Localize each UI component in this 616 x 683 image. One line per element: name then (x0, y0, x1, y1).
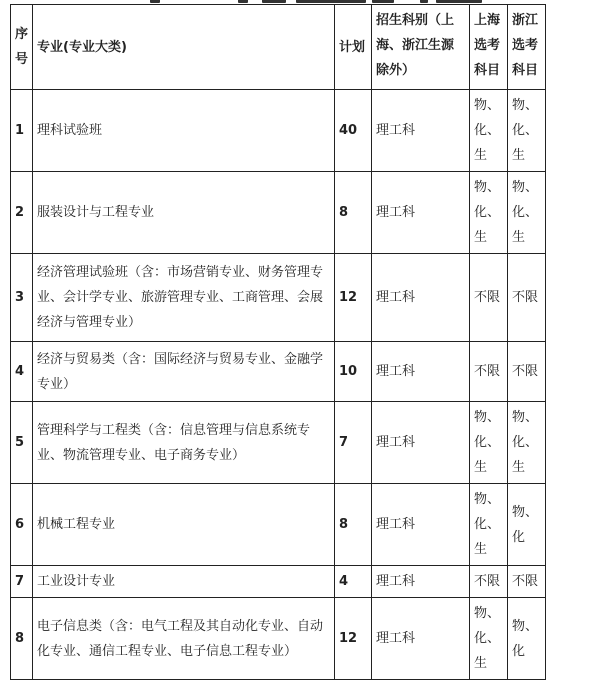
row-plan: 10 (335, 342, 372, 402)
row-index: 1 (11, 90, 33, 172)
row-category: 理工科 (372, 402, 470, 484)
row-category: 理工科 (372, 484, 470, 566)
row-major: 经济与贸易类（含：国际经济与贸易专业、金融学专业） (33, 342, 335, 402)
row-index: 6 (11, 484, 33, 566)
table-row (11, 254, 546, 342)
row-major: 机械工程专业 (33, 484, 335, 566)
row-zhejiang-subjects: 不限 (508, 342, 546, 402)
header-category: 招生科别（上海、浙江生源除外） (372, 5, 470, 90)
row-shanghai-subjects: 不限 (470, 566, 508, 598)
table-row (11, 342, 546, 402)
row-index: 4 (11, 342, 33, 402)
row-category: 理工科 (372, 598, 470, 680)
row-shanghai-subjects: 物、化、生 (470, 484, 508, 566)
row-zhejiang-subjects: 物、化、生 (508, 402, 546, 484)
row-shanghai-subjects: 不限 (470, 254, 508, 342)
header-plan: 计划 (335, 5, 372, 90)
row-major: 服装设计与工程专业 (33, 172, 335, 254)
row-index: 7 (11, 566, 33, 598)
header-index: 序号 (11, 5, 33, 90)
row-plan: 12 (335, 598, 372, 680)
header-shanghai-subjects: 上海选考科目 (470, 5, 508, 90)
row-shanghai-subjects: 物、化、生 (470, 402, 508, 484)
table-row (11, 598, 546, 680)
row-index: 5 (11, 402, 33, 484)
row-plan: 40 (335, 90, 372, 172)
row-category: 理工科 (372, 90, 470, 172)
row-plan: 8 (335, 172, 372, 254)
header-major: 专业(专业大类) (33, 5, 335, 90)
row-shanghai-subjects: 物、化、生 (470, 172, 508, 254)
row-major: 理科试验班 (33, 90, 335, 172)
table-row (11, 402, 546, 484)
row-index: 8 (11, 598, 33, 680)
table-row (11, 484, 546, 566)
row-category: 理工科 (372, 566, 470, 598)
row-category: 理工科 (372, 254, 470, 342)
table-row (11, 566, 546, 598)
row-major: 管理科学与工程类（含：信息管理与信息系统专业、物流管理专业、电子商务专业） (33, 402, 335, 484)
row-plan: 8 (335, 484, 372, 566)
row-category: 理工科 (372, 342, 470, 402)
row-plan: 4 (335, 566, 372, 598)
row-zhejiang-subjects: 不限 (508, 254, 546, 342)
table-row (11, 90, 546, 172)
row-category: 理工科 (372, 172, 470, 254)
row-plan: 12 (335, 254, 372, 342)
row-zhejiang-subjects: 物、化 (508, 484, 546, 566)
row-zhejiang-subjects: 不限 (508, 566, 546, 598)
row-plan: 7 (335, 402, 372, 484)
row-zhejiang-subjects: 物、化 (508, 598, 546, 680)
row-shanghai-subjects: 物、化、生 (470, 598, 508, 680)
row-major: 工业设计专业 (33, 566, 335, 598)
row-shanghai-subjects: 不限 (470, 342, 508, 402)
row-zhejiang-subjects: 物、化、生 (508, 90, 546, 172)
row-major: 经济管理试验班（含：市场营销专业、财务管理专业、会计学专业、旅游管理专业、工商管理、会展经济与管理专业） (33, 254, 335, 342)
table-header-row (11, 5, 546, 90)
header-zhejiang-subjects: 浙江选考科目 (508, 5, 546, 90)
row-zhejiang-subjects: 物、化、生 (508, 172, 546, 254)
row-index: 2 (11, 172, 33, 254)
row-major: 电子信息类（含：电气工程及其自动化专业、自动化专业、通信工程专业、电子信息工程专业） (33, 598, 335, 680)
row-shanghai-subjects: 物、化、生 (470, 90, 508, 172)
table-row (11, 172, 546, 254)
admission-plan-table (10, 4, 546, 680)
row-index: 3 (11, 254, 33, 342)
